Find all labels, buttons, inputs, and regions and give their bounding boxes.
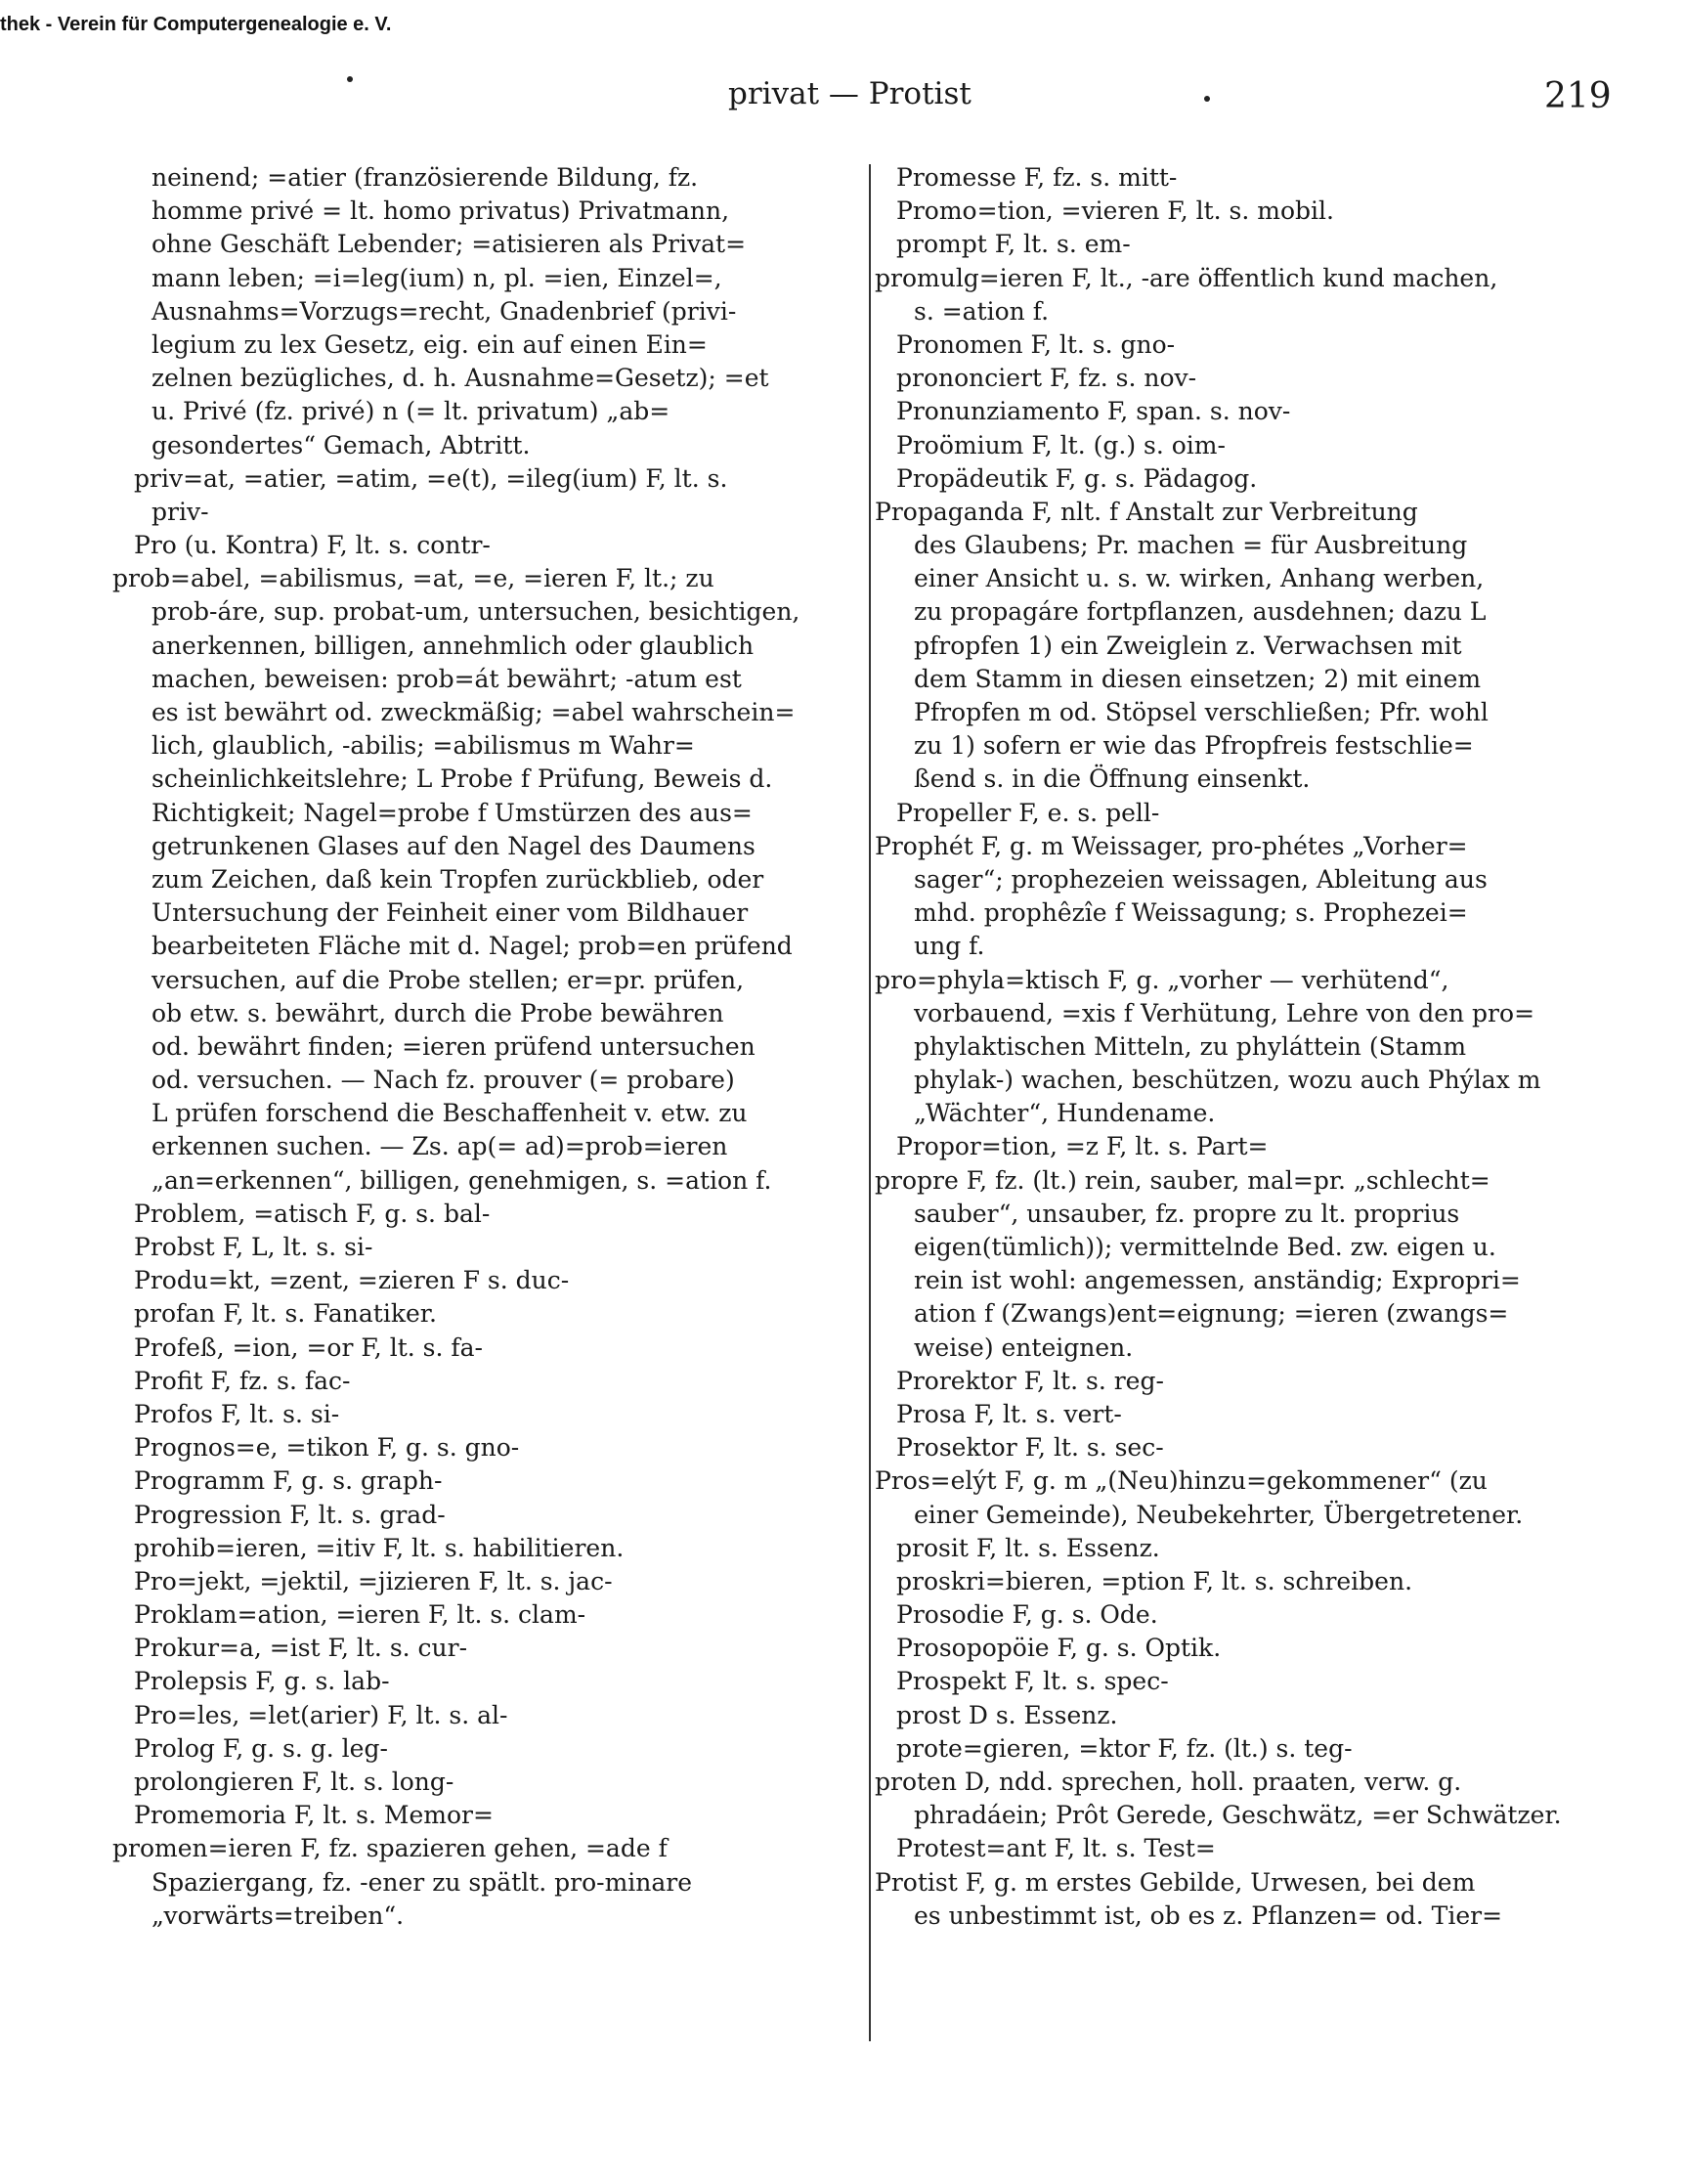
- entry-headword-line: prob=abel, =abilismus, =at, =e, =ieren F, lt.; zu: [112, 564, 714, 593]
- entry-text-line: od. versuchen. — Nach fz. prouver (= probare): [151, 1066, 735, 1095]
- entry-headword-line: Propädeutik F, g. s. Pädagog.: [896, 463, 1258, 493]
- entry-text-line: mann leben; =i=leg(ium) n, pl. =ien, Einzel=,: [151, 263, 722, 292]
- entry-text-line: lich, glaublich, -abilis; =abilismus m Wahr=: [151, 731, 695, 761]
- print-speck: [1204, 96, 1210, 102]
- entry-text-line: s. =ation f.: [914, 296, 1050, 326]
- entry-headword-line: Pros=elýt F, g. m „(Neu)hinzu=gekommener“ (zu: [875, 1466, 1488, 1496]
- entry-text-line: getrunkenen Glases auf den Nagel des Daumens: [151, 831, 756, 860]
- entry-headword-line: Prophét F, g. m Weissager, pro-phétes „Vorher=: [875, 831, 1468, 860]
- entry-text-line: des Glaubens; Pr. machen = für Ausbreitung: [914, 531, 1468, 560]
- entry-headword-line: Protest=ant F, lt. s. Test=: [896, 1834, 1216, 1863]
- entry-headword-line: Propaganda F, nlt. f Anstalt zur Verbreitung: [875, 497, 1418, 526]
- running-head: privat — Protist: [728, 76, 972, 111]
- entry-text-line: Pfropfen m od. Stöpsel verschließen; Pfr. wohl: [914, 698, 1489, 726]
- entry-headword-line: prosit F, lt. s. Essenz.: [896, 1533, 1160, 1562]
- entry-headword-line: proten D, ndd. sprechen, holl. praaten, verw. g.: [875, 1768, 1462, 1796]
- entry-headword-line: Pronomen F, lt. s. gno-: [896, 329, 1176, 359]
- entry-headword-line: Prosodie F, g. s. Ode.: [896, 1600, 1158, 1630]
- entry-headword-line: promulg=ieren F, lt., -are öffentlich kund machen,: [875, 263, 1498, 292]
- entry-headword-line: Prospekt F, lt. s. spec-: [896, 1667, 1169, 1696]
- entry-text-line: „vorwärts=treiben“.: [151, 1900, 405, 1930]
- entry-headword-line: proskri=bieren, =ption F, lt. s. schreiben.: [896, 1566, 1413, 1595]
- entry-text-line: ßend s. in die Öffnung einsenkt.: [914, 764, 1311, 794]
- entry-text-line: es unbestimmt ist, ob es z. Pflanzen= od. Tier=: [914, 1900, 1503, 1930]
- entry-text-line: einer Ansicht u. s. w. wirken, Anhang werben,: [914, 564, 1485, 593]
- right-column: [875, 161, 1618, 1933]
- entry-headword-line: Prosektor F, lt. s. sec-: [896, 1433, 1164, 1463]
- print-speck: [347, 76, 353, 82]
- entry-text-line: es ist bewährt od. zweckmäßig; =abel wahrschein=: [151, 698, 796, 726]
- entry-text-line: neinend; =atier (französierende Bildung, fz.: [151, 163, 699, 192]
- entry-text-line: Untersuchung der Feinheit einer vom Bildhauer: [151, 898, 749, 928]
- entry-text-line: u. Privé (fz. privé) n (= lt. privatum) „ab=: [151, 397, 670, 426]
- entry-text-line: ohne Geschäft Lebender; =atisieren als Privat=: [151, 230, 747, 259]
- entry-text-line: zu propagáre fortpflanzen, ausdehnen; dazu L: [914, 597, 1487, 627]
- entry-headword-line: prohib=ieren, =itiv F, lt. s. habilitieren.: [134, 1533, 625, 1562]
- entry-text-line: zu 1) sofern er wie das Pfropfreis festschlie=: [914, 731, 1474, 761]
- entry-text-line: Spaziergang, fz. -ener zu spätlt. pro-minare: [151, 1867, 693, 1897]
- entry-text-line: eigen(tümlich)); vermittelnde Bed. zw. eigen u.: [914, 1233, 1496, 1261]
- entry-headword-line: Profit F, fz. s. fac-: [134, 1366, 351, 1395]
- page-number: 219: [1544, 76, 1612, 116]
- entry-text-line: zum Zeichen, daß kein Tropfen zurückblieb, oder: [151, 864, 764, 894]
- entry-text-line: sager“; prophezeien weissagen, Ableitung aus: [914, 864, 1488, 894]
- entry-headword-line: promen=ieren F, fz. spazieren gehen, =ade f: [112, 1834, 668, 1863]
- entry-text-line: ob etw. s. bewährt, durch die Probe bewähren: [151, 998, 724, 1027]
- left-column: [112, 161, 860, 1933]
- entry-text-line: Ausnahms=Vorzugs=recht, Gnadenbrief (privi-: [151, 296, 737, 326]
- entry-headword-line: Prorektor F, lt. s. reg-: [896, 1366, 1164, 1395]
- entry-text-line: rein ist wohl: angemessen, anständig; Expropri=: [914, 1266, 1521, 1295]
- entry-text-line: mhd. prophêzîe f Weissagung; s. Prophezei=: [914, 898, 1468, 928]
- entry-text-line: gesondertes“ Gemach, Abtritt.: [151, 430, 531, 459]
- entry-headword-line: Protist F, g. m erstes Gebilde, Urwesen, bei dem: [875, 1867, 1476, 1897]
- entry-headword-line: Produ=kt, =zent, =zieren F s. duc-: [134, 1266, 570, 1295]
- entry-text-line: phylak-) wachen, beschützen, wozu auch Phýlax m: [914, 1066, 1541, 1095]
- entry-headword-line: Pro (u. Kontra) F, lt. s. contr-: [134, 531, 491, 560]
- entry-headword-line: Promesse F, fz. s. mitt-: [896, 163, 1178, 192]
- entry-text-line: vorbauend, =xis f Verhütung, Lehre von den pro=: [914, 998, 1535, 1027]
- entry-text-line: „an=erkennen“, billigen, genehmigen, s. =ation f.: [151, 1165, 772, 1195]
- entry-headword-line: Progression F, lt. s. grad-: [134, 1500, 446, 1529]
- entry-headword-line: Promo=tion, =vieren F, lt. s. mobil.: [896, 197, 1334, 226]
- entry-headword-line: Pro=jekt, =jektil, =jizieren F, lt. s. jac-: [134, 1566, 613, 1595]
- entry-headword-line: priv=at, =atier, =atim, =e(t), =ileg(ium) F, lt. s.: [134, 463, 728, 493]
- entry-text-line: bearbeiteten Fläche mit d. Nagel; prob=en prüfend: [151, 932, 793, 961]
- entry-text-line: Richtigkeit; Nagel=probe f Umstürzen des aus=: [151, 798, 753, 827]
- entry-headword-line: prononciert F, fz. s. nov-: [896, 364, 1197, 393]
- entry-text-line: L prüfen forschend die Beschaffenheit v. etw. zu: [151, 1099, 748, 1128]
- entry-headword-line: Problem, =atisch F, g. s. bal-: [134, 1199, 491, 1228]
- entry-headword-line: prompt F, lt. s. em-: [896, 230, 1131, 259]
- entry-text-line: sauber“, unsauber, fz. propre zu lt. proprius: [914, 1199, 1460, 1228]
- entry-headword-line: Pro=les, =let(arier) F, lt. s. al-: [134, 1700, 508, 1729]
- entry-headword-line: Probst F, L, lt. s. si-: [134, 1233, 373, 1261]
- entry-text-line: pfropfen 1) ein Zweiglein z. Verwachsen mit: [914, 631, 1462, 660]
- entry-headword-line: Propeller F, e. s. pell-: [896, 798, 1160, 827]
- column-divider: [869, 164, 871, 2041]
- entry-headword-line: Proklam=ation, =ieren F, lt. s. clam-: [134, 1600, 586, 1630]
- entry-text-line: ung f.: [914, 932, 985, 961]
- entry-headword-line: Prokur=a, =ist F, lt. s. cur-: [134, 1634, 468, 1663]
- entry-text-line: scheinlichkeitslehre; L Probe f Prüfung, Beweis d.: [151, 764, 773, 794]
- entry-headword-line: Programm F, g. s. graph-: [134, 1466, 443, 1496]
- entry-headword-line: prolongieren F, lt. s. long-: [134, 1768, 454, 1796]
- entry-headword-line: profan F, lt. s. Fanatiker.: [134, 1299, 437, 1329]
- entry-headword-line: Profos F, lt. s. si-: [134, 1399, 340, 1428]
- entry-headword-line: Prosopopöie F, g. s. Optik.: [896, 1634, 1222, 1663]
- entry-headword-line: Propor=tion, =z F, lt. s. Part=: [896, 1132, 1269, 1161]
- entry-headword-line: Promemoria F, lt. s. Memor=: [134, 1801, 494, 1830]
- entry-text-line: erkennen suchen. — Zs. ap(= ad)=prob=ieren: [151, 1132, 728, 1161]
- entry-headword-line: Prolog F, g. s. g. leg-: [134, 1733, 388, 1763]
- entry-text-line: „Wächter“, Hundename.: [914, 1099, 1216, 1128]
- entry-text-line: zelnen bezügliches, d. h. Ausnahme=Gesetz); =et: [151, 364, 769, 393]
- entry-text-line: homme privé = lt. homo privatus) Privatmann,: [151, 197, 730, 226]
- entry-headword-line: Profeß, =ion, =or F, lt. s. fa-: [134, 1332, 483, 1362]
- entry-text-line: phylaktischen Mitteln, zu phyláttein (Stamm: [914, 1031, 1467, 1061]
- entry-text-line: ation f (Zwangs)ent=eignung; =ieren (zwangs=: [914, 1299, 1509, 1329]
- entry-text-line: od. bewährt finden; =ieren prüfend untersuchen: [151, 1031, 756, 1061]
- entry-text-line: machen, beweisen: prob=át bewährt; -atum est: [151, 664, 742, 693]
- entry-headword-line: Prognos=e, =tikon F, g. s. gno-: [134, 1433, 520, 1463]
- entry-headword-line: propre F, fz. (lt.) rein, sauber, mal=pr. „schlecht=: [875, 1165, 1490, 1195]
- entry-text-line: weise) enteignen.: [914, 1332, 1134, 1362]
- entry-headword-line: Pronunziamento F, span. s. nov-: [896, 397, 1291, 426]
- entry-headword-line: Prosa F, lt. s. vert-: [896, 1399, 1122, 1428]
- entry-headword-line: prost D s. Essenz.: [896, 1700, 1118, 1729]
- entry-headword-line: prote=gieren, =ktor F, fz. (lt.) s. teg-: [896, 1733, 1353, 1763]
- entry-text-line: phradáein; Prôt Gerede, Geschwätz, =er Schwätzer.: [914, 1801, 1562, 1830]
- entry-text-line: versuchen, auf die Probe stellen; er=pr. prüfen,: [151, 965, 745, 994]
- entry-headword-line: pro=phyla=ktisch F, g. „vorher — verhütend“,: [875, 965, 1449, 994]
- entry-text-line: priv-: [151, 497, 209, 526]
- entry-text-line: anerkennen, billigen, annehmlich oder glaublich: [151, 631, 755, 660]
- entry-headword-line: Prolepsis F, g. s. lab-: [134, 1667, 390, 1696]
- entry-text-line: dem Stamm in diesen einsetzen; 2) mit einem: [914, 664, 1482, 693]
- library-watermark: thek - Verein für Computergenealogie e. V.: [0, 14, 392, 35]
- entry-text-line: prob-áre, sup. probat-um, untersuchen, besichtigen,: [151, 597, 800, 627]
- entry-text-line: legium zu lex Gesetz, eig. ein auf einen Ein=: [151, 329, 708, 359]
- entry-headword-line: Proömium F, lt. (g.) s. oim-: [896, 430, 1226, 459]
- entry-text-line: einer Gemeinde), Neubekehrter, Übergetretener.: [914, 1500, 1524, 1529]
